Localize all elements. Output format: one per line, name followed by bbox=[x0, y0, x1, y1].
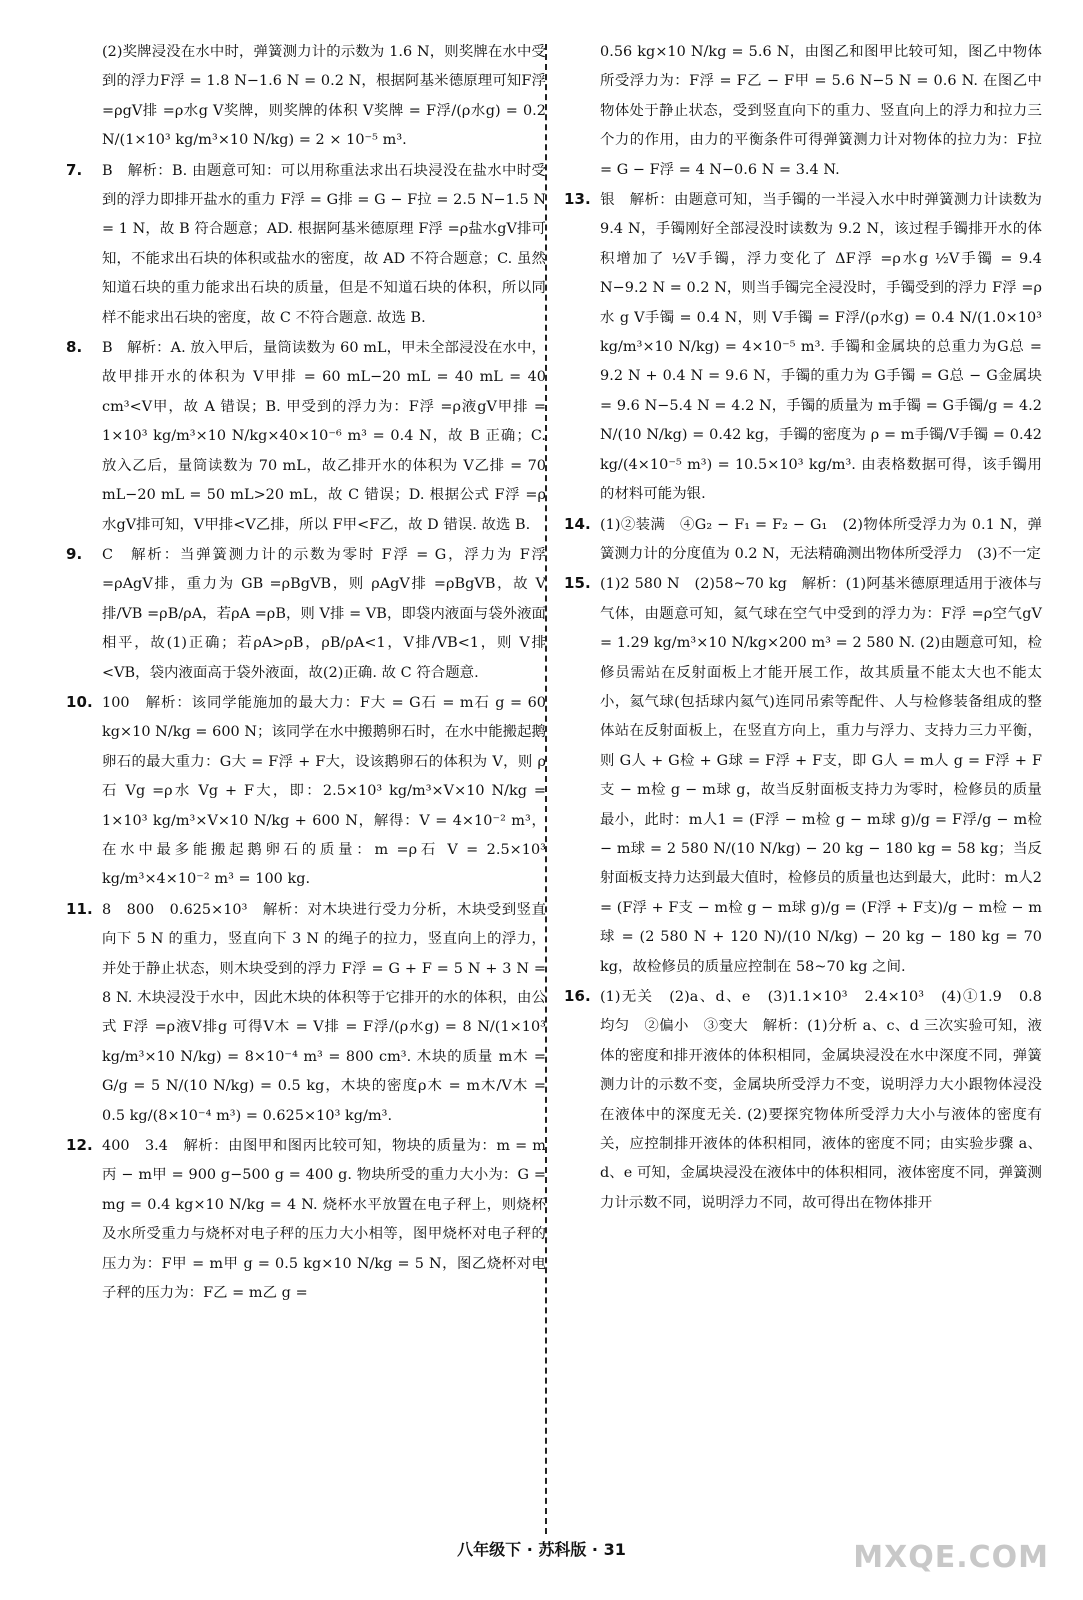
question-number: 8. bbox=[66, 338, 83, 357]
answer-text: (1)无关 (2)a、d、e (3)1.1×10³ 2.4×10³ (4)①1.9 0.8 均匀 ②偏小 ③变大 解析：(1)分析 a、c、d 三次实验可知，液体的密度和排开液体的体积相同，金属块浸没在水中深度不同，弹簧测力计的示数不变，金属块所受浮力不变，说明浮力大小跟物体浸没在液体中的深度无关. (2)要探究物体所受浮力大小与液体的密度有关，应控制排开液体的体积相同，液体的密度不同；由实验步骤 a、d、e 可知，金属块浸没在液体中的体积相同，液体密度不同，弹簧测力计示数不同，说明浮力不同，故可得出在物体排开 bbox=[600, 989, 1057, 1211]
question-number: 7. bbox=[66, 160, 83, 179]
answer-item bbox=[66, 1131, 546, 1308]
answer-item bbox=[66, 156, 546, 333]
answer-item bbox=[66, 895, 546, 1131]
answer-item bbox=[66, 688, 546, 895]
answer-text: 8 800 0.625×10³ 解析：对木块进行受力分析，木块受到竖直向下 5 N 的重力，竖直向下 3 N 的绳子的拉力，竖直向上的浮力，并处于静止状态，则木块受到的浮力 F浮 = G + F = 5 N + 3 N = 8 N. 木块浸没于水中，因此木块的体积等于它排开的水的体积，由公式 F浮 =ρ液V排g 可得V木 = V排 = F浮/(ρ水g) = 8 N/(1×10³ kg/m³×10 N/kg) = 8×10⁻⁴ m³ = 800 cm³. 木块的质量 m木 = G/g = 5 N/(10 N/kg) = 0.5 kg，木块的密度ρ木 = m木/V木 = 0.5 kg/(8×10⁻⁴ m³) = 0.625×10³ kg/m³. bbox=[102, 901, 546, 1124]
question-number: 9. bbox=[66, 544, 83, 563]
page-footer: 八年级下 · 苏科版 · 31 bbox=[457, 1540, 626, 1559]
column-divider bbox=[545, 44, 547, 1534]
answer-item bbox=[66, 38, 546, 156]
left-column bbox=[66, 38, 546, 1308]
answer-text: (1)②装满 ④G₂ − F₁ = F₂ − G₁ (2)物体所受浮力为 0.1 N，弹簧测力计的分度值为 0.2 N，无法精确测出物体所受浮力 (3)不一定 bbox=[600, 516, 1042, 562]
question-number: 15. bbox=[564, 574, 591, 593]
answer-text: (1)2 580 N (2)58~70 kg 解析：(1)阿基米德原理适用于液体与气体，由题意可知，氦气球在空气中受到的浮力为：F浮 =ρ空气gV = 1.29 kg/m³×10 N/kg×200 m³ = 2 580 N. (2)由题意可知，检修员需站在反射面板上才能开展工作，故其质量不能太大也不能太小，氦气球(包括球内氦气)连同吊索等配件、人与检修装备组成的整体站在反射面板上，在竖直方向上，重力与浮力、支持力三力平衡，则 G人 + G检 + G球 = F浮 + F支，即 G人 = m人 g = F浮 + F支 − m检 g − m球 g，故当反射面板支持力为零时，检修员的质量最小，此时：m人1 = (F浮 − m检 g − m球 g)/g = F浮/g − m检 − m球 = 2 580 N/(10 N/kg) − 20 kg − 180 kg = 58 kg；当反射面板支持力达到最大值时，检修员的质量也达到最大，此时：m人2 = (F浮 + F支 − m检 g − m球 g)/g = (F浮 + F支)/g − m检 − m球 = (2 580 N + 120 N)/(10 N/kg) − 20 kg − 180 kg = 70 kg，故检修员的质量应控制在 58~70 kg 之间. bbox=[600, 576, 1042, 975]
question-number: 13. bbox=[564, 190, 591, 209]
answer-text: 银 解析：由题意可知，当手镯的一半浸入水中时弹簧测力计读数为 9.4 N，手镯刚好全部浸没时读数为 9.2 N，该过程手镯排开水的体积增加了 ½V手镯，浮力变化了 ΔF浮 =ρ水g ½V手镯 = 9.4 N−9.2 N = 0.2 N，则当手镯完全浸没时，手镯受到的浮力 F浮 =ρ水 g V手镯 = 0.4 N，则 V手镯 = F浮/(ρ水g) = 0.4 N/(1.0×10³ kg/m³×10 N/kg) = 4×10⁻⁵ m³. 手镯和金属块的总重力为G总 = 9.2 N + 0.4 N = 9.6 N，手镯的重力为 G手镯 = G总 − G金属块 = 9.6 N−5.4 N = 4.2 N，手镯的质量为 m手镯 = G手镯/g = 4.2 N/(10 N/kg) = 0.42 kg，手镯的密度为 ρ = m手镯/V手镯 = 0.42 kg/(4×10⁻⁵ m³) = 10.5×10³ kg/m³. 由表格数据可得，该手镯用的材料可能为银. bbox=[600, 192, 1042, 503]
question-number: 16. bbox=[564, 987, 591, 1005]
answer-item bbox=[66, 540, 546, 688]
answer-text: 0.56 kg×10 N/kg = 5.6 N，由图乙和图甲比较可知，图乙中物体所受浮力为：F浮 = F乙 − F甲 = 5.6 N−5 N = 0.6 N. 在图乙中物体处于静止状态，受到竖直向下的重力、竖直向上的浮力和拉力三个力的作用，由力的平衡条件可得弹簧测力计对物体的拉力为：F拉 = G − F浮 = 4 N−0.6 N = 3.4 N. bbox=[600, 44, 1042, 178]
answer-item bbox=[564, 38, 1042, 185]
answer-text: B 解析：A. 放入甲后，量筒读数为 60 mL，甲未全部浸没在水中，故甲排开水的体积为 V甲排 = 60 mL−20 mL = 40 mL = 40 cm³<V甲，故 A 错误；B. 甲受到的浮力为：F浮 =ρ液gV甲排 = 1×10³ kg/m³×10 N/kg×40×10⁻⁶ m³ = 0.4 N，故 B 正确；C. 放入乙后，量筒读数为 70 mL，故乙排开水的体积为 V乙排 = 70 mL−20 mL = 50 mL>20 mL，故 C 错误；D. 根据公式 F浮 =ρ水gV排可知，V甲排<V乙排，所以 F甲<F乙，故 D 错误. 故选 B. bbox=[102, 340, 546, 533]
answer-item bbox=[564, 982, 1057, 1218]
answer-item bbox=[564, 185, 1042, 509]
question-number: 12. bbox=[66, 1136, 93, 1155]
answer-text: B 解析：B. 由题意可知：可以用称重法求出石块浸没在盐水中时受到的浮力即排开盐水的重力 F浮 = G排 = G − F拉 = 2.5 N−1.5 N = 1 N，故 B 符合题意；AD. 根据阿基米德原理 F浮 =ρ盐水gV排可知，不能求出石块的体积或盐水的密度，故 AD 不符合题意；C. 虽然知道石块的重力能求出石块的质量，但是不知道石块的体积，所以同样不能求出石块的密度，故 C 不符合题意. 故选 B. bbox=[102, 162, 546, 326]
question-number: 14. bbox=[564, 514, 591, 533]
answer-text: (2)奖牌浸没在水中时，弹簧测力计的示数为 1.6 N，则奖牌在水中受到的浮力F浮 = 1.8 N−1.6 N = 0.2 N，根据阿基米德原理可知F浮 =ρgV排 =ρ水g V奖牌，则奖牌的体积 V奖牌 = F浮/(ρ水g) = 0.2 N/(1×10³ kg/m³×10 N/kg) = 2 × 10⁻⁵ m³. bbox=[102, 44, 546, 149]
right-column bbox=[564, 38, 1057, 1218]
question-number: 10. bbox=[66, 692, 93, 711]
question-number: 11. bbox=[66, 899, 93, 918]
watermark-logo: MXQE.COM bbox=[853, 1540, 1049, 1575]
answer-item bbox=[564, 510, 1042, 570]
answer-text: 400 3.4 解析：由图甲和图丙比较可知，物块的质量为：m = m丙 − m甲 = 900 g−500 g = 400 g. 物块所受的重力大小为：G = mg = 0.4 kg×10 N/kg = 4 N. 烧杯水平放置在电子秤上，则烧杯及水所受重力与烧杯对电子秤的压力大小相等，图甲烧杯对电子秤的压力为：F甲 = m甲 g = 0.5 kg×10 N/kg = 5 N，图乙烧杯对电子秤的压力为：F乙 = m乙 g = bbox=[102, 1138, 546, 1302]
answer-text: C 解析：当弹簧测力计的示数为零时 F浮 = G，浮力为 F浮 =ρAgV排，重力为 GB =ρBgVB，则 ρAgV排 =ρBgVB，故 V排/VB =ρB/ρA，若ρA =ρB，则 V排 = VB，即袋内液面与袋外液面相平，故(1)正确；若ρA>ρB，ρB/ρA<1，V排/VB<1，则 V排<VB，袋内液面高于袋外液面，故(2)正确. 故 C 符合题意. bbox=[102, 546, 546, 681]
answer-text: 100 解析：该同学能施加的最大力：F大 = G石 = m石 g = 60 kg×10 N/kg = 600 N；该同学在水中搬鹅卵石时，在水中能搬起鹅卵石的最大重力：G大 = F浮 + F大，设该鹅卵石的体积为 V，则 ρ石 Vg =ρ水 Vg + F大，即：2.5×10³ kg/m³×V×10 N/kg = 1×10³ kg/m³×V×10 N/kg + 600 N，解得：V = 4×10⁻² m³，在水中最多能搬起鹅卵石的质量：m =ρ石 V = 2.5×10³ kg/m³×4×10⁻² m³ = 100 kg. bbox=[102, 694, 546, 888]
answer-item bbox=[66, 333, 546, 540]
answer-item bbox=[564, 569, 1042, 982]
